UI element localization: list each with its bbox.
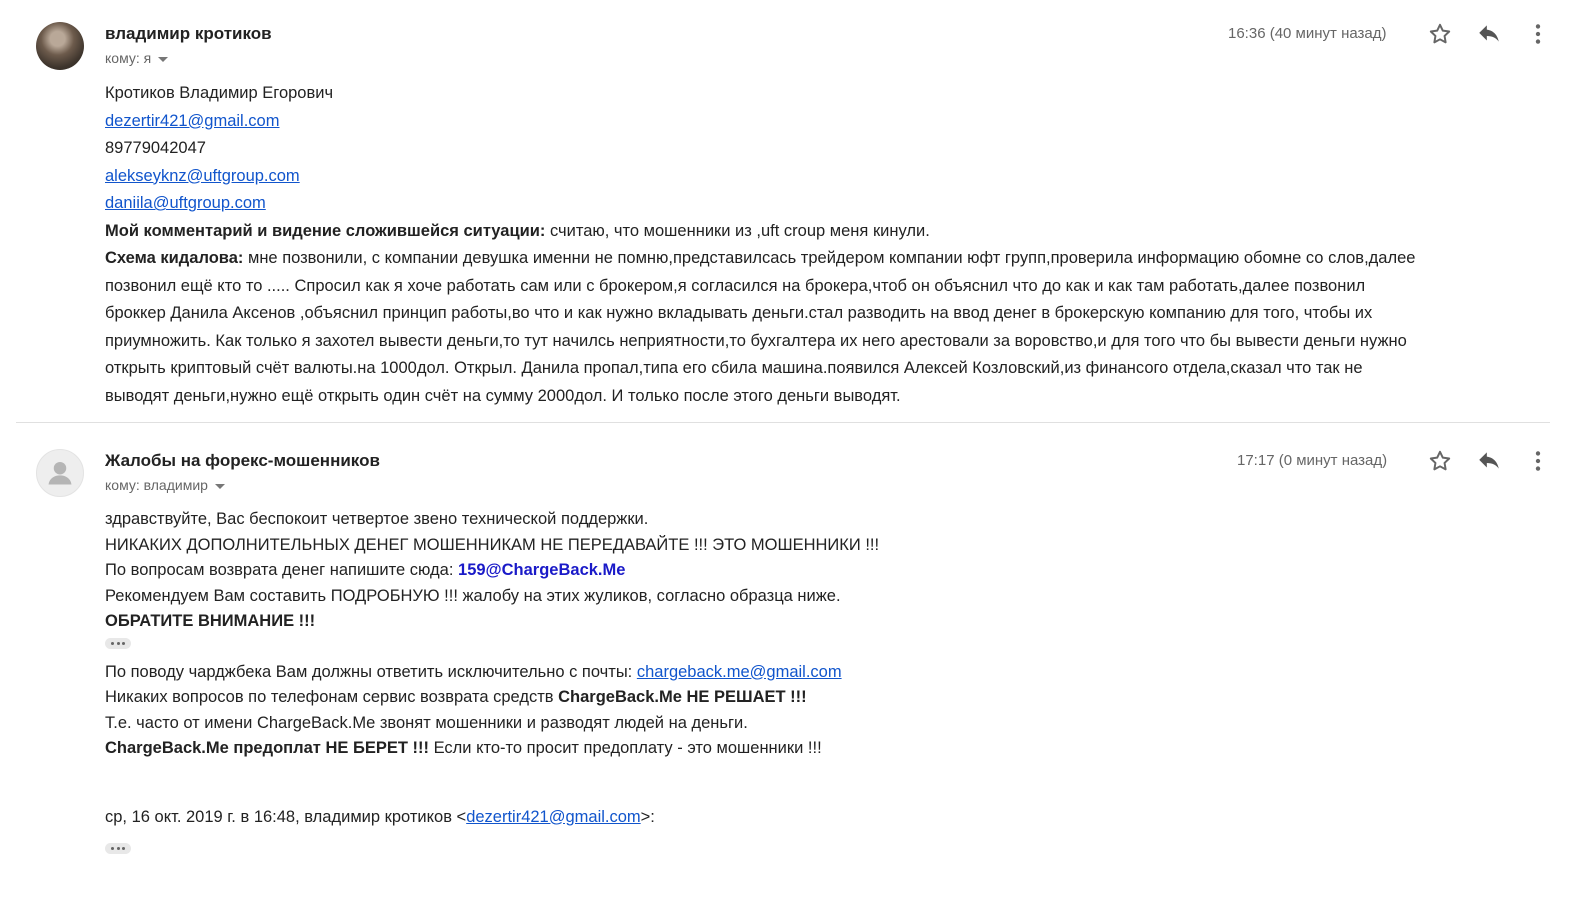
- phone-number: 89779042047: [105, 139, 206, 157]
- default-user-icon[interactable]: [36, 449, 84, 497]
- quote-header: [105, 805, 879, 831]
- message-time: 17:17 (0 минут назад): [1237, 452, 1388, 469]
- scheme-text: выводят деньги,нужно ещё открыть один счёт на сумму 2000дол. И только после этого деньги выводят.: [105, 386, 901, 405]
- prepayment-bold: !!!: [407, 739, 429, 757]
- caret-down-icon[interactable]: [158, 57, 168, 62]
- prepayment-bold: ChargeBack.Me предоплат: [105, 739, 326, 757]
- warning-line: НИКАКИХ ДОПОЛНИТЕЛЬНЫХ ДЕНЕГ МОШЕННИКАМ НЕ ПЕРЕДАВАЙТЕ !!! ЭТО МОШЕННИКИ !!!: [105, 535, 880, 554]
- show-trimmed-content-button[interactable]: [105, 638, 131, 649]
- star-icon[interactable]: [1427, 448, 1453, 474]
- recipient-label: кому: я: [105, 50, 152, 66]
- comment-text: считаю, что мошенники из ,uft croup меня кинули.: [545, 221, 930, 240]
- comment-line: [105, 218, 1415, 246]
- chargeback-email-line: [105, 660, 879, 686]
- comment-label: Мой комментарий и видение сложившейся ситуации:: [105, 221, 546, 240]
- caret-down-icon[interactable]: [215, 484, 225, 489]
- scam-note-line: Т.е. часто от имени ChargeBack.Me звонят мошенники и разводят людей на деньги.: [105, 713, 748, 732]
- more-options-icon[interactable]: [1525, 21, 1551, 47]
- sender-name[interactable]: владимир кротиков: [105, 24, 272, 43]
- person-silhouette-icon: [37, 450, 83, 496]
- scheme-text: позвонил ещё кто то ..... Спросил как я хоче работать сам или с брокером,я согласился на брокера,чтоб он объяснил что до как и как там работать,далее позвонил: [105, 276, 1366, 295]
- sender-avatar[interactable]: [36, 22, 84, 70]
- chargeback-email-prefix: По поводу чарджбека Вам должны ответить исключительно с почты:: [105, 662, 637, 681]
- email-link[interactable]: daniila@uftgroup.com: [105, 194, 266, 212]
- sender-name[interactable]: Жалобы на форекс-мошенников: [105, 451, 380, 470]
- recipient-line[interactable]: [105, 477, 225, 493]
- recommend-line: Рекомендуем Вам составить ПОДРОБНУЮ !!! жалобу на этих жуликов, согласно образца ниже.: [105, 586, 841, 605]
- more-options-icon[interactable]: [1525, 448, 1551, 474]
- scheme-text: приумножить. Как только я захотел вывести деньги,то тут начилсь неприятности,то бухгалтера их него арестовали за воровство,и для того что бы вывести деньги нужно: [105, 331, 1407, 350]
- email-link[interactable]: dezertir421@gmail.com: [105, 111, 280, 130]
- message-body: [105, 507, 879, 866]
- phone-note-prefix: Никаких вопросов по телефонам сервис возврата средств: [105, 688, 559, 706]
- attention-line: ОБРАТИТЕ ВНИМАНИЕ !!!: [105, 612, 316, 630]
- quote-prefix: ср, 16 окт. 2019 г. в 16:48, владимир кротиков <: [105, 807, 467, 826]
- show-quoted-text-button[interactable]: [105, 843, 131, 854]
- message-time: 16:36 (40 минут назад): [1228, 25, 1387, 42]
- email-link[interactable]: alekseyknz@uftgroup.com: [105, 166, 300, 185]
- prepayment-rest: Если кто-то просит предоплату - это мошенники !!!: [429, 739, 822, 757]
- reply-icon[interactable]: [1476, 21, 1502, 47]
- email-link[interactable]: dezertir421@gmail.com: [466, 807, 641, 826]
- contact-line: [105, 558, 879, 584]
- email-link[interactable]: chargeback.me@gmail.com: [636, 662, 842, 681]
- scheme-text: броккер Данила Аксенов ,объяснил принцип работы,во что и как нужно вкладывать деньги.стал разводить на ввод денег в брокерскую компанию для того, чтобы их: [105, 304, 1373, 322]
- phone-note-line: [105, 685, 879, 711]
- contact-prefix: По вопросам возврата денег напишите сюда:: [105, 561, 459, 579]
- chargeback-contact-link[interactable]: 159@ChargeBack.Me: [458, 561, 626, 579]
- message-divider: [16, 422, 1550, 423]
- quote-suffix: >:: [640, 807, 655, 826]
- scheme-text: мне позвонили, с компании девушка именни не помню,представилсась трейдером компании юфт групп,проверила информацию обомне со слов,далее: [243, 249, 1416, 267]
- message-body: [105, 80, 1415, 410]
- recipient-line[interactable]: [105, 50, 168, 66]
- star-icon[interactable]: [1427, 21, 1453, 47]
- prepayment-bold: НЕ БЕРЕТ: [325, 739, 408, 757]
- prepayment-line: [105, 736, 879, 762]
- scheme-text: открыть криптовый счёт валюты.на 1000дол. Открыл. Данила пропал,типа его сбила машина.появился Алексей Козловский,из финансого отдела,сказал что так не: [105, 359, 1363, 377]
- scheme-line: [105, 245, 1415, 273]
- name-line: Кротиков Владимир Егорович: [105, 84, 334, 102]
- reply-icon[interactable]: [1476, 448, 1502, 474]
- recipient-label: кому: владимир: [105, 477, 208, 493]
- greeting-line: здравствуйте, Вас беспокоит четвертое звено технической поддержки.: [105, 510, 649, 528]
- phone-note-bold: ChargeBack.Me НЕ РЕШАЕТ !!!: [558, 688, 807, 706]
- scheme-label: Схема кидалова:: [105, 249, 244, 267]
